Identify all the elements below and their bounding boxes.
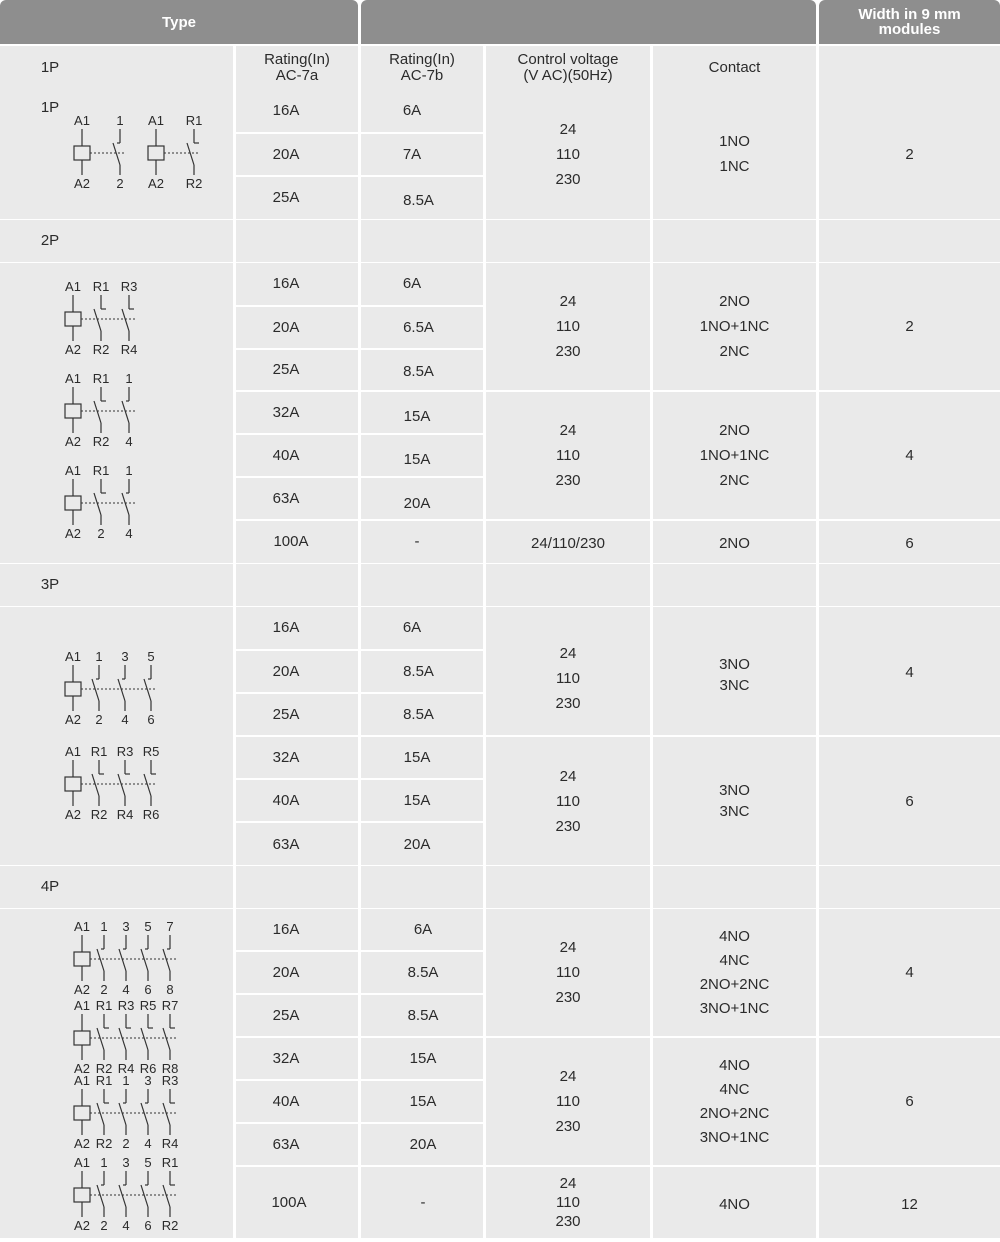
no-contact-symbol: [141, 949, 148, 971]
width-modules-cell: 2: [905, 145, 914, 163]
nc-contact-symbol: [94, 401, 101, 423]
terminal-label: 4: [122, 1218, 130, 1233]
4p-diagram-2no-2nc: [72, 1073, 190, 1154]
rating-ac7a-cell: 100A: [271, 1193, 307, 1211]
rating-ac7b-cell: 6A: [402, 619, 422, 636]
4p-diagram-4no-svg: [72, 919, 190, 995]
terminal-label: 1: [125, 371, 133, 386]
subheader-rating-ac7a: Rating(In) AC-7a: [264, 51, 330, 84]
rating-ac7b-cell: 15A: [403, 748, 431, 766]
terminal-label: R2: [90, 807, 108, 822]
contact-cell: 1NO 1NC: [719, 133, 750, 175]
1p-diagram-1nc: [146, 113, 214, 194]
terminal-label: 2: [97, 526, 105, 541]
rating-ac7a-cell: 25A: [272, 361, 300, 378]
terminal-label: 4: [122, 982, 130, 997]
nc-contact-symbol: [97, 1103, 104, 1125]
terminal-label: 3: [122, 1155, 130, 1170]
rating-ac7b-cell: 15A: [403, 791, 431, 809]
contact-cell: 2NO 1NO+1NC 2NC: [699, 292, 770, 360]
terminal-label: 4: [121, 712, 129, 727]
nc-contact-symbol: [94, 309, 101, 331]
terminal-label: 5: [147, 649, 155, 664]
rating-ac7b-cell: 15A: [409, 1092, 437, 1110]
terminal-label: A1: [65, 744, 81, 759]
terminal-label: A1: [65, 463, 81, 478]
rating-ac7b-cell: 20A: [403, 835, 431, 853]
terminal-label: 3: [121, 649, 129, 664]
rating-ac7a-cell: 40A: [272, 1092, 300, 1110]
terminal-label: A1: [148, 113, 164, 128]
terminal-label: R4: [117, 1061, 135, 1076]
contact-cell: 4NO 4NC 2NO+2NC 3NO+1NC: [699, 927, 770, 1017]
terminal-label: 2: [122, 1136, 130, 1151]
terminal-label: R2: [161, 1218, 179, 1233]
rating-ac7b-cell: 8.5A: [407, 1006, 439, 1024]
coil-symbol: [74, 146, 90, 160]
subheader-contact: Contact: [708, 59, 761, 76]
terminal-label: 5: [144, 919, 152, 934]
3p-diagram-3no-svg: [63, 649, 171, 725]
2p-diagram-2nc-svg: [63, 279, 149, 355]
terminal-label: 6: [147, 712, 155, 727]
terminal-label: R1: [92, 463, 110, 478]
terminal-label: R2: [92, 342, 110, 357]
no-contact-symbol: [113, 143, 120, 165]
no-contact-symbol: [119, 1103, 126, 1125]
width-modules-cell: 4: [905, 963, 914, 981]
rating-ac7a-cell: 16A: [272, 275, 300, 292]
nc-contact-symbol: [122, 309, 129, 331]
terminal-label: 2: [100, 1218, 108, 1233]
rating-ac7b-cell: 6A: [402, 275, 422, 292]
terminal-label: 4: [144, 1136, 152, 1151]
no-contact-symbol: [119, 1185, 126, 1207]
nc-contact-symbol: [144, 774, 151, 796]
rating-ac7a-cell: 63A: [272, 489, 300, 507]
terminal-label: 7: [166, 919, 174, 934]
terminal-label: 2: [95, 712, 103, 727]
terminal-label: 8: [166, 982, 174, 997]
row-band-4p-label: [0, 866, 1000, 908]
4p-diagram-3no-1nc-svg: [72, 1155, 190, 1231]
width-modules-cell: 4: [905, 446, 914, 464]
rating-ac7a-cell: 40A: [272, 791, 300, 809]
control-voltage-cell: 24 110 230: [555, 1067, 581, 1135]
1p-diagram-1no: [72, 113, 140, 194]
contact-cell: 2NO: [719, 535, 750, 552]
terminal-label: 1: [116, 113, 124, 128]
terminal-label: A2: [74, 982, 90, 997]
2p-diagram-1no-1nc-svg: [63, 371, 149, 447]
terminal-label: R4: [116, 807, 134, 822]
control-voltage-cell: 24 110 230: [555, 120, 581, 188]
1p-diagram-1no-svg: [72, 113, 140, 189]
no-contact-symbol: [122, 401, 129, 423]
no-contact-symbol: [122, 493, 129, 515]
rating-ac7b-cell: 7A: [402, 145, 422, 163]
4p-diagram-4nc: [72, 998, 190, 1079]
coil-symbol: [65, 496, 81, 510]
no-contact-symbol: [144, 679, 151, 701]
terminal-label: R4: [120, 342, 138, 357]
no-contact-symbol: [92, 679, 99, 701]
control-voltage-cell: 24/110/230: [531, 535, 605, 552]
subheader-rating-ac7b: Rating(In) AC-7b: [389, 51, 455, 84]
terminal-label: A2: [65, 434, 81, 449]
nc-contact-symbol: [163, 1028, 170, 1050]
terminal-label: A1: [65, 279, 81, 294]
row-band-2p-label: [0, 220, 1000, 262]
rating-ac7a-cell: 63A: [272, 835, 300, 853]
coil-symbol: [74, 1106, 90, 1120]
terminal-label: A1: [65, 649, 81, 664]
terminal-label: A2: [74, 1218, 90, 1233]
rating-ac7a-cell: 20A: [272, 662, 300, 680]
terminal-label: A1: [74, 1155, 90, 1170]
width-modules-cell: 6: [905, 792, 914, 810]
no-contact-symbol: [119, 949, 126, 971]
terminal-label: R3: [116, 744, 134, 759]
rating-ac7b-cell: 20A: [403, 494, 431, 512]
contact-cell: 3NO 3NC: [719, 655, 750, 694]
rating-ac7b-cell: 8.5A: [403, 662, 434, 680]
terminal-label: R2: [185, 176, 203, 191]
no-contact-symbol: [141, 1185, 148, 1207]
rating-ac7a-cell: 32A: [272, 748, 300, 766]
coil-symbol: [74, 952, 90, 966]
terminal-label: R5: [142, 744, 160, 759]
terminal-label: A1: [74, 998, 90, 1013]
rating-ac7a-cell: 16A: [272, 102, 300, 119]
nc-contact-symbol: [119, 1028, 126, 1050]
coil-symbol: [65, 777, 81, 791]
terminal-label: A1: [65, 371, 81, 386]
no-contact-symbol: [118, 679, 125, 701]
no-contact-symbol: [141, 1103, 148, 1125]
subheader-control-voltage: Control voltage (V AC)(50Hz): [517, 51, 619, 84]
2p-diagram-2no-svg: [63, 463, 149, 539]
rating-ac7a-cell: 25A: [272, 705, 300, 723]
no-contact-symbol: [97, 1185, 104, 1207]
subheader-pole: 1P: [40, 59, 60, 76]
terminal-label: 1: [100, 919, 108, 934]
rating-ac7b-cell: -: [420, 1193, 426, 1211]
terminal-label: 1: [122, 1073, 130, 1088]
terminal-label: 2: [100, 982, 108, 997]
rating-ac7a-cell: 25A: [272, 189, 300, 206]
rating-ac7b-cell: 20A: [409, 1135, 437, 1153]
terminal-label: 6: [144, 982, 152, 997]
terminal-label: A2: [65, 807, 81, 822]
4p-diagram-4nc-svg: [72, 998, 190, 1074]
rating-ac7b-cell: 8.5A: [403, 363, 434, 380]
header-width: Width in 9 mm modules: [819, 0, 1000, 44]
terminal-label: R8: [161, 1061, 179, 1076]
terminal-label: R2: [95, 1136, 113, 1151]
terminal-label: 1: [125, 463, 133, 478]
control-voltage-cell: 24 110 230: [555, 421, 581, 489]
terminal-label: R6: [142, 807, 160, 822]
2p-diagram-1no-1nc: [63, 371, 149, 452]
width-modules-cell: 6: [905, 1092, 914, 1110]
rating-ac7a-cell: 20A: [272, 318, 300, 336]
rating-ac7a-cell: 40A: [272, 446, 300, 464]
terminal-label: R1: [90, 744, 108, 759]
section-label-4p: 4P: [40, 878, 60, 895]
rating-ac7a-cell: 25A: [272, 1006, 300, 1024]
contact-cell: 2NO 1NO+1NC 2NC: [699, 421, 770, 489]
rating-ac7b-cell: 8.5A: [403, 705, 434, 723]
terminal-label: A1: [74, 113, 90, 128]
terminal-label: A2: [74, 176, 90, 191]
no-contact-symbol: [97, 949, 104, 971]
rating-ac7a-cell: 20A: [272, 963, 300, 981]
4p-diagram-2no-2nc-svg: [72, 1073, 190, 1149]
terminal-label: R1: [95, 1073, 113, 1088]
rating-ac7a-cell: 32A: [272, 1049, 300, 1067]
nc-contact-symbol: [118, 774, 125, 796]
terminal-label: 2: [116, 176, 124, 191]
coil-symbol: [65, 682, 81, 696]
row-band-3p-label: [0, 564, 1000, 606]
terminal-label: A2: [74, 1061, 90, 1076]
width-modules-cell: 6: [905, 535, 914, 552]
rating-ac7b-cell: 6A: [402, 102, 422, 119]
terminal-label: R3: [161, 1073, 179, 1088]
terminal-label: A2: [65, 342, 81, 357]
terminal-label: A2: [65, 526, 81, 541]
nc-contact-symbol: [187, 143, 194, 165]
rating-ac7a-cell: 16A: [272, 920, 300, 938]
control-voltage-cell: 24 110 230: [555, 292, 581, 360]
coil-symbol: [74, 1188, 90, 1202]
header-blank: [361, 0, 816, 44]
rating-ac7b-cell: 6A: [413, 920, 433, 938]
header-type: Type: [0, 0, 358, 44]
nc-contact-symbol: [92, 774, 99, 796]
terminal-label: 4: [125, 434, 133, 449]
rating-ac7b-cell: 8.5A: [403, 192, 434, 209]
rating-ac7a-cell: 32A: [272, 403, 300, 421]
terminal-label: R6: [139, 1061, 157, 1076]
nc-contact-symbol: [163, 1185, 170, 1207]
rating-ac7a-cell: 20A: [272, 145, 300, 163]
contact-cell: 3NO 3NC: [719, 782, 750, 820]
rating-ac7b-cell: 15A: [409, 1049, 437, 1067]
rating-ac7a-cell: 63A: [272, 1135, 300, 1153]
rating-ac7b-cell: 15A: [403, 407, 431, 425]
terminal-label: 6: [144, 1218, 152, 1233]
rating-ac7a-cell: 100A: [273, 533, 309, 550]
terminal-label: R1: [92, 371, 110, 386]
nc-contact-symbol: [163, 1103, 170, 1125]
terminal-label: 1: [95, 649, 103, 664]
nc-contact-symbol: [141, 1028, 148, 1050]
rating-ac7a-cell: 16A: [272, 619, 300, 636]
terminal-label: R4: [161, 1136, 179, 1151]
control-voltage-cell: 24 110 230: [555, 644, 581, 712]
4p-diagram-4no: [72, 919, 190, 1000]
4p-diagram-3no-1nc: [72, 1155, 190, 1236]
terminal-label: R2: [92, 434, 110, 449]
3p-diagram-3no: [63, 649, 171, 730]
1p-diagram-1nc-svg: [146, 113, 214, 189]
2p-diagram-2no: [63, 463, 149, 544]
terminal-label: R3: [117, 998, 135, 1013]
nc-contact-symbol: [94, 493, 101, 515]
terminal-label: R1: [95, 998, 113, 1013]
3p-diagram-3nc-svg: [63, 744, 171, 820]
section-label-3p: 3P: [40, 576, 60, 593]
rating-ac7b-cell: 8.5A: [407, 963, 439, 981]
terminal-label: A2: [65, 712, 81, 727]
terminal-label: A2: [148, 176, 164, 191]
terminal-label: 3: [144, 1073, 152, 1088]
terminal-label: A2: [74, 1136, 90, 1151]
terminal-label: 1: [100, 1155, 108, 1170]
terminal-label: R1: [92, 279, 110, 294]
terminal-label: R7: [161, 998, 179, 1013]
width-modules-cell: 4: [905, 664, 914, 681]
width-modules-cell: 12: [901, 1195, 918, 1213]
coil-symbol: [148, 146, 164, 160]
coil-symbol: [74, 1031, 90, 1045]
rating-ac7b-cell: 6.5A: [403, 318, 434, 336]
section-label-2p: 2P: [40, 232, 60, 249]
terminal-label: R1: [185, 113, 203, 128]
terminal-label: 3: [122, 919, 130, 934]
control-voltage-cell: 24 110 230: [555, 1174, 581, 1230]
width-modules-cell: 2: [905, 317, 914, 335]
coil-symbol: [65, 312, 81, 326]
terminal-label: R3: [120, 279, 138, 294]
control-voltage-cell: 24 110 230: [555, 938, 581, 1006]
terminal-label: A1: [74, 919, 90, 934]
2p-diagram-2nc: [63, 279, 149, 360]
no-contact-symbol: [163, 949, 170, 971]
control-voltage-cell: 24 110 230: [555, 767, 581, 835]
terminal-label: 5: [144, 1155, 152, 1170]
3p-diagram-3nc: [63, 744, 171, 825]
rating-ac7b-cell: -: [414, 533, 420, 550]
coil-symbol: [65, 404, 81, 418]
nc-contact-symbol: [97, 1028, 104, 1050]
section-label-1p: 1P: [40, 99, 60, 116]
contact-cell: 4NO 4NC 2NO+2NC 3NO+1NC: [699, 1056, 770, 1146]
terminal-label: 4: [125, 526, 133, 541]
terminal-label: R1: [161, 1155, 179, 1170]
contact-cell: 4NO: [719, 1195, 750, 1213]
terminal-label: R5: [139, 998, 157, 1013]
rating-ac7b-cell: 15A: [403, 450, 431, 468]
terminal-label: A1: [74, 1073, 90, 1088]
terminal-label: R2: [95, 1061, 113, 1076]
